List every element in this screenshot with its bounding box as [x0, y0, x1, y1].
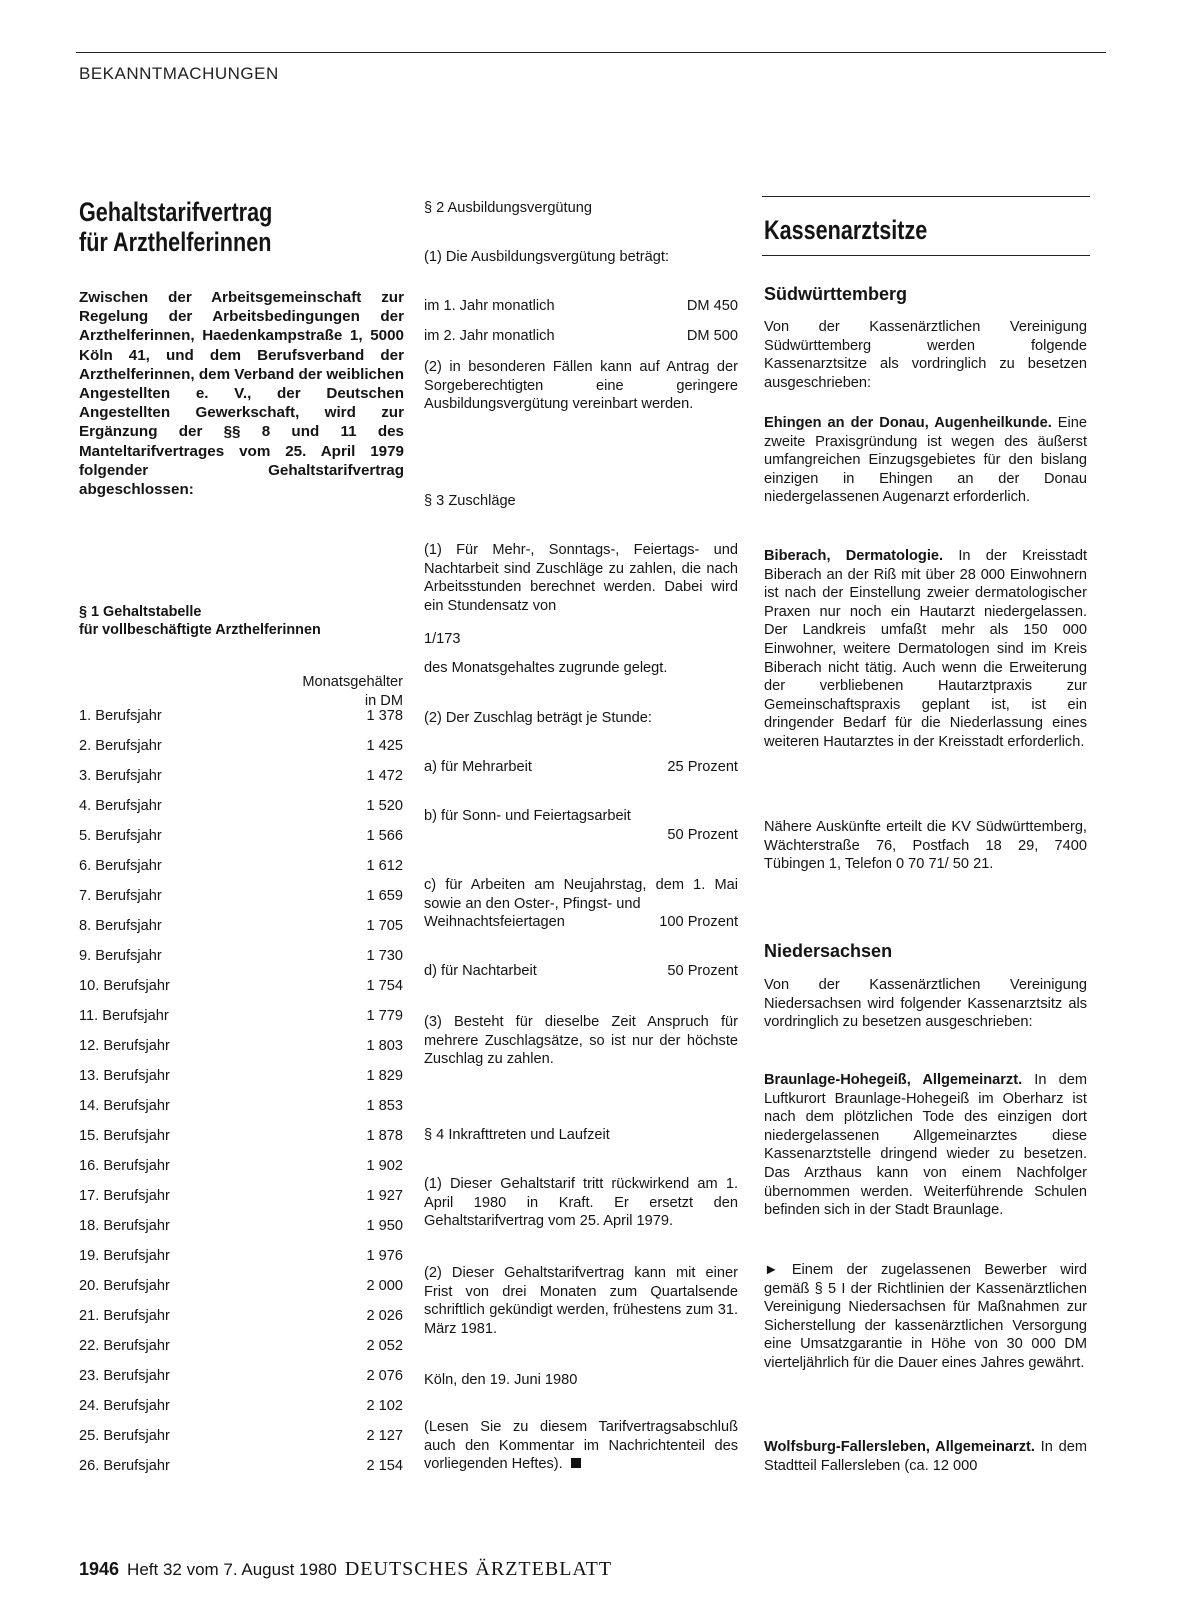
- region2-note: [764, 1261, 1087, 1373]
- table-row-value: 2 076: [366, 1368, 403, 1384]
- region2-entry-braunlage-title: Braunlage-Hohegeiß, Allgemeinarzt.: [764, 1072, 1023, 1088]
- table-row: [79, 1368, 403, 1388]
- table-row-year: 9. Berufsjahr: [79, 948, 162, 964]
- region1-entry-biberach-text: In der Kreisstadt Biberach an der Riß mit über 28 000 Einwohnern ist nach der Einstellung zweier dermatologischer Praxen nur noch ein Hautarzt niedergelassen. Der Landkreis umfaßt mehr als 150 000 Einwohner, weitere Dermatologen sind im Kreis Biberach nicht tätig. Auch wenn die Erweiterung der verbliebenen Hautarztpraxis zur Gemeinschaftspraxis geplant ist, ist ein dringender Bedarf für die Niederlassung eines weiteren Hautarztes in der Kreisstadt erforderlich.: [764, 548, 1088, 750]
- section4-para1: (1) Dieser Gehaltstarif tritt rückwirkend am 1. April 1980 in Kraft. Er ersetzt den Gehaltstarifvertrag vom 25. April 1979.: [424, 1176, 738, 1230]
- table-row-value: 1 927: [366, 1188, 403, 1204]
- commentary-note: [424, 1418, 738, 1474]
- article-title-line2: für Arzthelferinnen: [79, 227, 272, 257]
- table-row-value: 1 472: [366, 768, 403, 784]
- table-row-year: 21. Berufsjahr: [79, 1308, 170, 1324]
- region1-entry-biberach: [764, 547, 1087, 752]
- section2-heading: § 2 Ausbildungsvergütung: [424, 200, 592, 216]
- table-row: [79, 978, 403, 998]
- table-row-value: 1 950: [366, 1218, 403, 1234]
- end-square-icon: [571, 1458, 581, 1468]
- table-row-year: 2. Berufsjahr: [79, 738, 162, 754]
- allowance-row-2-value: DM 500: [686, 328, 738, 344]
- region2-entry-braunlage-text: In dem Luftkurort Braunlage-Hohegeiß im Oberharz ist nach dem plötzlichen Tode des einzigen dort niedergelassenen Allgemeinarztes diese Kassenarztstelle dringend wieder zu besetzen. Das Arzthaus kann von einem Nachfolger übernommen werden. Weiterführende Schulen befinden sich in der Stadt Braunlage.: [764, 1072, 1087, 1219]
- table-row-value: 1 730: [366, 948, 403, 964]
- table-row-value: 1 779: [366, 1008, 403, 1024]
- section-label: BEKANNTMACHUNGEN: [79, 64, 279, 83]
- section3-heading: § 3 Zuschläge: [424, 493, 516, 509]
- allowance-row-1-label: im 1. Jahr monatlich: [424, 298, 555, 314]
- region2-entry-braunlage: [764, 1071, 1087, 1220]
- allowance-row-1-value: DM 450: [686, 298, 738, 314]
- table-row-year: 23. Berufsjahr: [79, 1368, 170, 1384]
- table-row-value: 1 378: [366, 708, 403, 724]
- table-row-year: 5. Berufsjahr: [79, 828, 162, 844]
- table-row-year: 19. Berufsjahr: [79, 1248, 170, 1264]
- allowance-row-1: [424, 297, 738, 316]
- table-row: [79, 1308, 403, 1328]
- table-row-value: 2 154: [366, 1458, 403, 1474]
- issue-info: Heft 32 vom 7. August 1980: [127, 1560, 337, 1579]
- allowance-row-2: [424, 327, 738, 346]
- surcharge-c: [424, 876, 738, 932]
- table-row-value: 1 853: [366, 1098, 403, 1114]
- table-row: [79, 1128, 403, 1148]
- section2-para1: (1) Die Ausbildungsvergütung beträgt:: [424, 249, 670, 265]
- region2-note-text: Einem der zugelassenen Bewerber wird gemäß § 5 I der Richtlinien der Kassenärztlichen Vereinigung Niedersachsen für Maßnahmen zur Sicherstellung der kassenärztlichen Versorgung eine Umsatzgarantie in Höhe von 30 000 DM vierteljährlich für die Dauer eines Jahres gewährt.: [764, 1262, 1087, 1371]
- table-row: [79, 1008, 403, 1028]
- section1-heading-line2: für vollbeschäftigte Arzthelferinnen: [79, 622, 321, 638]
- salary-table-header: [250, 673, 403, 710]
- surcharge-a-label: a) für Mehrarbeit: [424, 759, 532, 775]
- surcharge-a-value: 25 Prozent: [667, 759, 738, 775]
- article-lead: Zwischen der Arbeitsgemeinschaft zur Regelung der Arbeitsbedingungen der Arzthelferinnen, Haedenkampstraße 1, 5000 Köln 41, und dem Berufsverband der Arzthelferinnen, dem Verband der weiblichen Angestellten e. V., der Deutschen Angestellten Gewerkschaft, wird zur Ergänzung der §§ 8 und 11 des Manteltarifvertrages vom 25. April 1979 folgender Gehaltstarifvertrag abgeschlossen:: [79, 289, 404, 499]
- table-row-year: 13. Berufsjahr: [79, 1068, 170, 1084]
- table-row-year: 25. Berufsjahr: [79, 1428, 170, 1444]
- table-row-value: 1 520: [366, 798, 403, 814]
- section1-heading: [79, 603, 404, 639]
- table-row: [79, 1428, 403, 1448]
- surcharge-d-label: d) für Nachtarbeit: [424, 963, 537, 979]
- salary-table-header-line2: in DM: [364, 692, 403, 709]
- table-row-value: 1 829: [366, 1068, 403, 1084]
- place-date: Köln, den 19. Juni 1980: [424, 1372, 578, 1388]
- table-row-value: 2 000: [366, 1278, 403, 1294]
- table-row-year: 10. Berufsjahr: [79, 978, 170, 994]
- kassen-bottom-rule: [762, 255, 1090, 256]
- table-row-year: 20. Berufsjahr: [79, 1278, 170, 1294]
- table-row: [79, 708, 403, 728]
- surcharge-c-value: 100 Prozent: [659, 914, 738, 931]
- table-row-value: 1 902: [366, 1158, 403, 1174]
- section1-heading-line1: § 1 Gehaltstabelle: [79, 604, 202, 620]
- table-row-value: 1 425: [366, 738, 403, 754]
- table-row-year: 4. Berufsjahr: [79, 798, 162, 814]
- section2-para2: (2) in besonderen Fällen kann auf Antrag der Sorgeberechtigten eine geringere Ausbildungsvergütung vereinbart werden.: [424, 359, 738, 413]
- table-row-year: 14. Berufsjahr: [79, 1098, 170, 1114]
- table-row: [79, 918, 403, 938]
- region1-intro: Von der Kassenärztlichen Vereinigung Südwürttemberg werden folgende Kassenarztsitze als vordringlich zu besetzen ausgeschrieben:: [764, 319, 1087, 391]
- table-row-value: 1 878: [366, 1128, 403, 1144]
- table-row: [79, 1248, 403, 1268]
- table-row-value: 1 612: [366, 858, 403, 874]
- table-row: [79, 738, 403, 758]
- surcharge-c-row: [424, 913, 738, 932]
- table-row: [79, 828, 403, 848]
- table-row-year: 8. Berufsjahr: [79, 918, 162, 934]
- table-row: [79, 1278, 403, 1298]
- table-row-year: 22. Berufsjahr: [79, 1338, 170, 1354]
- table-row: [79, 858, 403, 878]
- commentary-note-text: (Lesen Sie zu diesem Tarifvertragsabschluß auch den Kommentar im Nachrichtenteil des vorliegenden Heftes).: [424, 1419, 738, 1473]
- table-row-value: 1 976: [366, 1248, 403, 1264]
- table-row: [79, 1158, 403, 1178]
- section3-para1b: des Monatsgehaltes zugrunde gelegt.: [424, 660, 668, 676]
- header-rule: [76, 52, 1106, 53]
- section3-para3: (3) Besteht für dieselbe Zeit Anspruch für mehrere Zuschlagsätze, so ist nur der höchste Zuschlag zu zahlen.: [424, 1014, 738, 1068]
- region1-entry-ehingen: [764, 414, 1087, 507]
- article-title: [79, 197, 399, 257]
- table-row: [79, 1218, 403, 1238]
- section4-para2: (2) Dieser Gehaltstarifvertrag kann mit einer Frist von drei Monaten zum Quartalsende schriftlich gekündigt werden, frühestens zum 31. März 1981.: [424, 1265, 738, 1337]
- table-row-value: 1 705: [366, 918, 403, 934]
- table-row-year: 26. Berufsjahr: [79, 1458, 170, 1474]
- table-row: [79, 1188, 403, 1208]
- table-row-value: 2 026: [366, 1308, 403, 1324]
- region1-entry-ehingen-text: Eine zweite Praxisgründung ist wegen des äußerst umfangreichen Einzugsgebietes für den bislang einzigen in Ehingen an der Donau niedergelassenen Augenarzt erforderlich.: [764, 415, 1087, 506]
- article-title-line1: Gehaltstarifvertrag: [79, 197, 273, 227]
- region1-entry-biberach-title: Biberach, Dermatologie.: [764, 548, 944, 564]
- surcharge-d: [424, 962, 738, 981]
- table-row-year: 16. Berufsjahr: [79, 1158, 170, 1174]
- table-row: [79, 948, 403, 968]
- kassen-title: Kassenarztsitze: [764, 215, 928, 245]
- surcharge-a: [424, 758, 738, 777]
- surcharge-b-label: b) für Sonn- und Feiertagsarbeit: [424, 808, 631, 824]
- section4-heading: § 4 Inkrafttreten und Laufzeit: [424, 1127, 610, 1143]
- region-heading-suedwuerttemberg: Südwürttemberg: [764, 284, 908, 304]
- surcharge-b: [424, 807, 738, 844]
- table-row-value: 2 127: [366, 1428, 403, 1444]
- surcharge-c-label: Weihnachtsfeiertagen: [424, 914, 565, 931]
- table-row: [79, 1068, 403, 1088]
- table-row: [79, 1098, 403, 1118]
- magazine-name: DEUTSCHES ÄRZTEBLATT: [344, 1558, 613, 1580]
- region2-intro: Von der Kassenärztlichen Vereinigung Niedersachsen wird folgender Kassenarztsitz als vordringlich zu besetzen ausgeschrieben:: [764, 977, 1087, 1031]
- region2-entry-wolfsburg-title: Wolfsburg-Fallersleben, Allgemeinarzt.: [764, 1439, 1035, 1455]
- table-row-year: 6. Berufsjahr: [79, 858, 162, 874]
- kassen-top-rule: [762, 196, 1090, 197]
- table-row-year: 24. Berufsjahr: [79, 1398, 170, 1414]
- table-row: [79, 768, 403, 788]
- region2-entry-wolfsburg: [764, 1438, 1087, 1475]
- section3-para2: (2) Der Zuschlag beträgt je Stunde:: [424, 710, 652, 726]
- table-row: [79, 1038, 403, 1058]
- allowance-row-2-label: im 2. Jahr monatlich: [424, 328, 555, 344]
- section3-fraction: 1/173: [424, 631, 461, 647]
- table-row-year: 3. Berufsjahr: [79, 768, 162, 784]
- table-row-value: 1 754: [366, 978, 403, 994]
- table-row: [79, 1338, 403, 1358]
- region-heading-niedersachsen: Niedersachsen: [764, 941, 893, 961]
- section3-para1: (1) Für Mehr-, Sonntags-, Feiertags- und Nachtarbeit sind Zuschläge zu zahlen, die nach Arbeitsstunden berechnet werden. Dabei wird ein Stundensatz von: [424, 542, 738, 614]
- page-number: 1946: [79, 1559, 120, 1579]
- table-row-year: 17. Berufsjahr: [79, 1188, 170, 1204]
- table-row-year: 11. Berufsjahr: [79, 1008, 169, 1024]
- table-row-value: 1 566: [366, 828, 403, 844]
- table-row-year: 7. Berufsjahr: [79, 888, 162, 904]
- page-footer: [79, 1558, 612, 1581]
- table-row-value: 1 659: [366, 888, 403, 904]
- table-row: [79, 888, 403, 908]
- table-row-value: 2 102: [366, 1398, 403, 1414]
- region1-entry-ehingen-title: Ehingen an der Donau, Augenheilkunde.: [764, 415, 1052, 431]
- table-row-year: 18. Berufsjahr: [79, 1218, 170, 1234]
- surcharge-d-value: 50 Prozent: [667, 963, 738, 979]
- table-row-year: 1. Berufsjahr: [79, 708, 162, 724]
- table-row: [79, 1458, 403, 1478]
- table-row: [79, 798, 403, 818]
- table-row-value: 1 803: [366, 1038, 403, 1054]
- table-row-year: 12. Berufsjahr: [79, 1038, 170, 1054]
- surcharge-b-value: 50 Prozent: [667, 826, 738, 843]
- surcharge-c-text: c) für Arbeiten am Neujahrstag, dem 1. Mai sowie an den Oster-, Pfingst- und: [424, 877, 738, 912]
- table-row-value: 2 052: [366, 1338, 403, 1354]
- region2-entry-wolfsburg-text: In dem Stadtteil Fallersleben (ca. 12 000: [764, 1439, 1087, 1474]
- arrow-marker-icon: ►: [764, 1262, 779, 1278]
- salary-table-header-line1: Monatsgehälter: [302, 674, 403, 690]
- region1-contact: Nähere Auskünfte erteilt die KV Südwürttemberg, Wächterstraße 76, Postfach 18 29, 7400 Tübingen 1, Telefon 0 70 71/ 50 21.: [764, 819, 1087, 873]
- table-row-year: 15. Berufsjahr: [79, 1128, 170, 1144]
- table-row: [79, 1398, 403, 1418]
